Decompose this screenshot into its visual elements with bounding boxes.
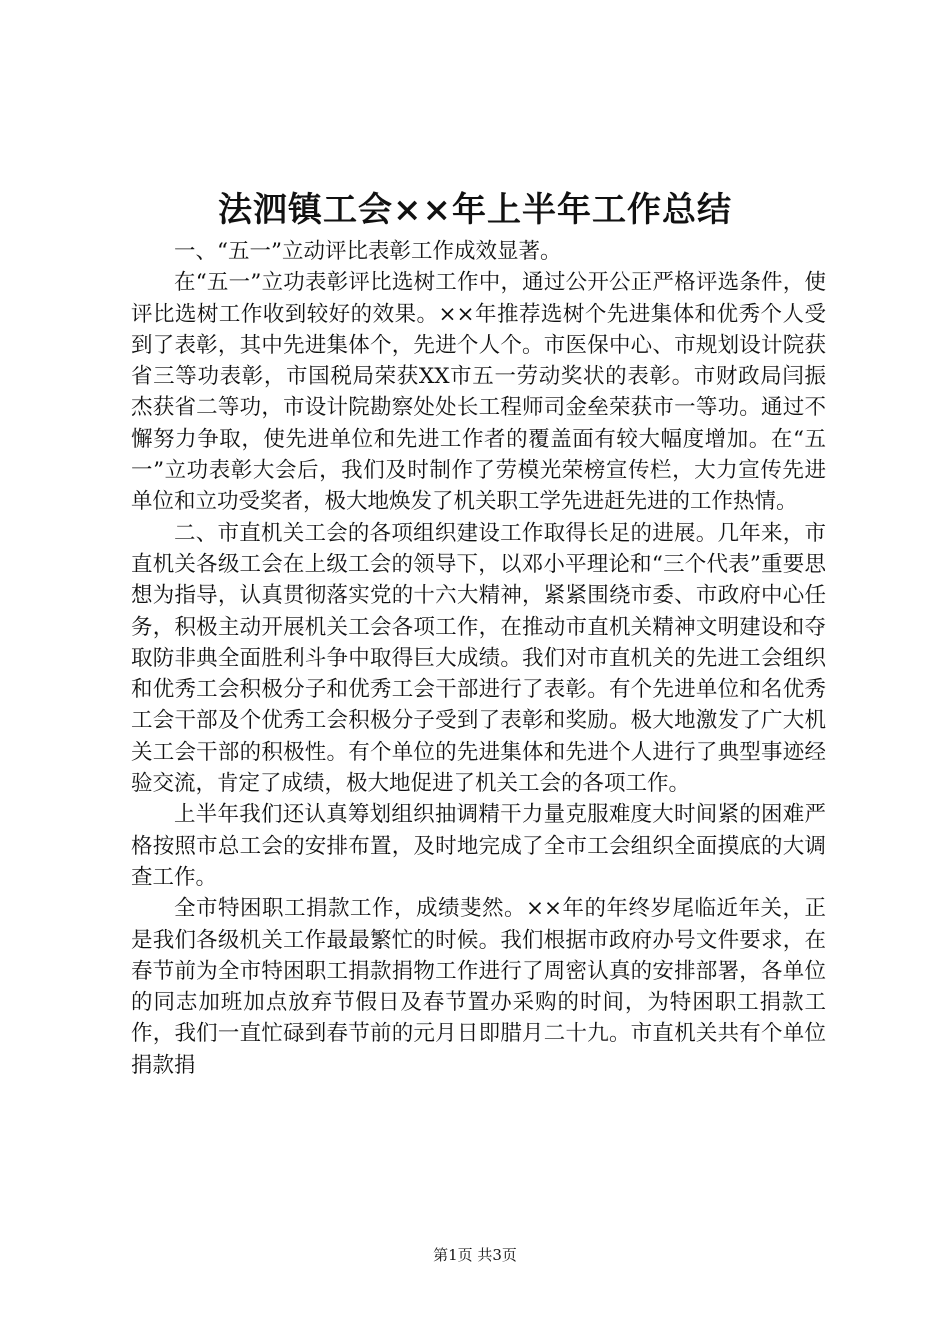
paragraph-section-2-organization: 二、市直机关工会的各项组织建设工作取得长足的进展。几年来，市直机关各级工会在上级工会的领导下，以邓小平理论和“三个代表”重要思想为指导，认真贯彻落实党的十六大精神，紧紧围绕市委、市政府中心任务，积极主动开展机关工会各项工作，在推动市直机关精神文明建设和夺取防非典全面胜利斗争中取得巨大成绩。我们对市直机关的先进工会组织和优秀工会积极分子和优秀工会干部进行了表彰。有个先进单位和名优秀工会干部及个优秀工会积极分子受到了表彰和奖励。极大地激发了广大机关工会干部的积极性。有个单位的先进集体和先进个人进行了典型事迹经验交流，肯定了成绩，极大地促进了机关工会的各项工作。 (131, 520, 826, 797)
document-title: 法泗镇工会××年上半年工作总结 (218, 190, 732, 230)
paragraph-may-day-awards: 在“五一”立功表彰评比选树工作中，通过公开公正严格评选条件，使评比选树工作收到较好的效果。××年推荐选树个先进集体和优秀个人受到了表彰，其中先进集体个，先进个人个。市医保中心、市规划设计院获省三等功表彰，市国税局荣获XX市五一劳动奖状的表彰。市财政局闫振杰获省二等功，市设计院勘察处处长工程师司金垒荣获市一等功。通过不懈努力争取，使先进单位和先进工作者的覆盖面有较大幅度增加。在“五一”立功表彰大会后，我们及时制作了劳模光荣榜宣传栏，大力宣传先进单位和立功受奖者，极大地焕发了机关职工学先进赶先进的工作热情。 (131, 270, 826, 515)
paragraph-section-1-heading: 一、“五一”立动评比表彰工作成效显著。 (174, 239, 562, 264)
document-body (131, 236, 826, 1081)
paragraph-donation-work: 全市特困职工捐款工作，成绩斐然。××年的年终岁尾临近年关，正是我们各级机关工作最最繁忙的时候。我们根据市政府办号文件要求，在春节前为全市特困职工捐款捐物工作进行了周密认真的安排部署，各单位的同志加班加点放弃节假日及春节置办采购的时间，为特困职工捐款工作，我们一直忙碌到春节前的元月日即腊月二十九。市直机关共有个单位捐款捐 (131, 896, 826, 1078)
paragraph-survey-work: 上半年我们还认真筹划组织抽调精干力量克服难度大时间紧的困难严格按照市总工会的安排布置，及时地完成了全市工会组织全面摸底的大调查工作。 (131, 802, 826, 890)
page-number-footer: 第1页 共3页 (433, 1246, 517, 1264)
